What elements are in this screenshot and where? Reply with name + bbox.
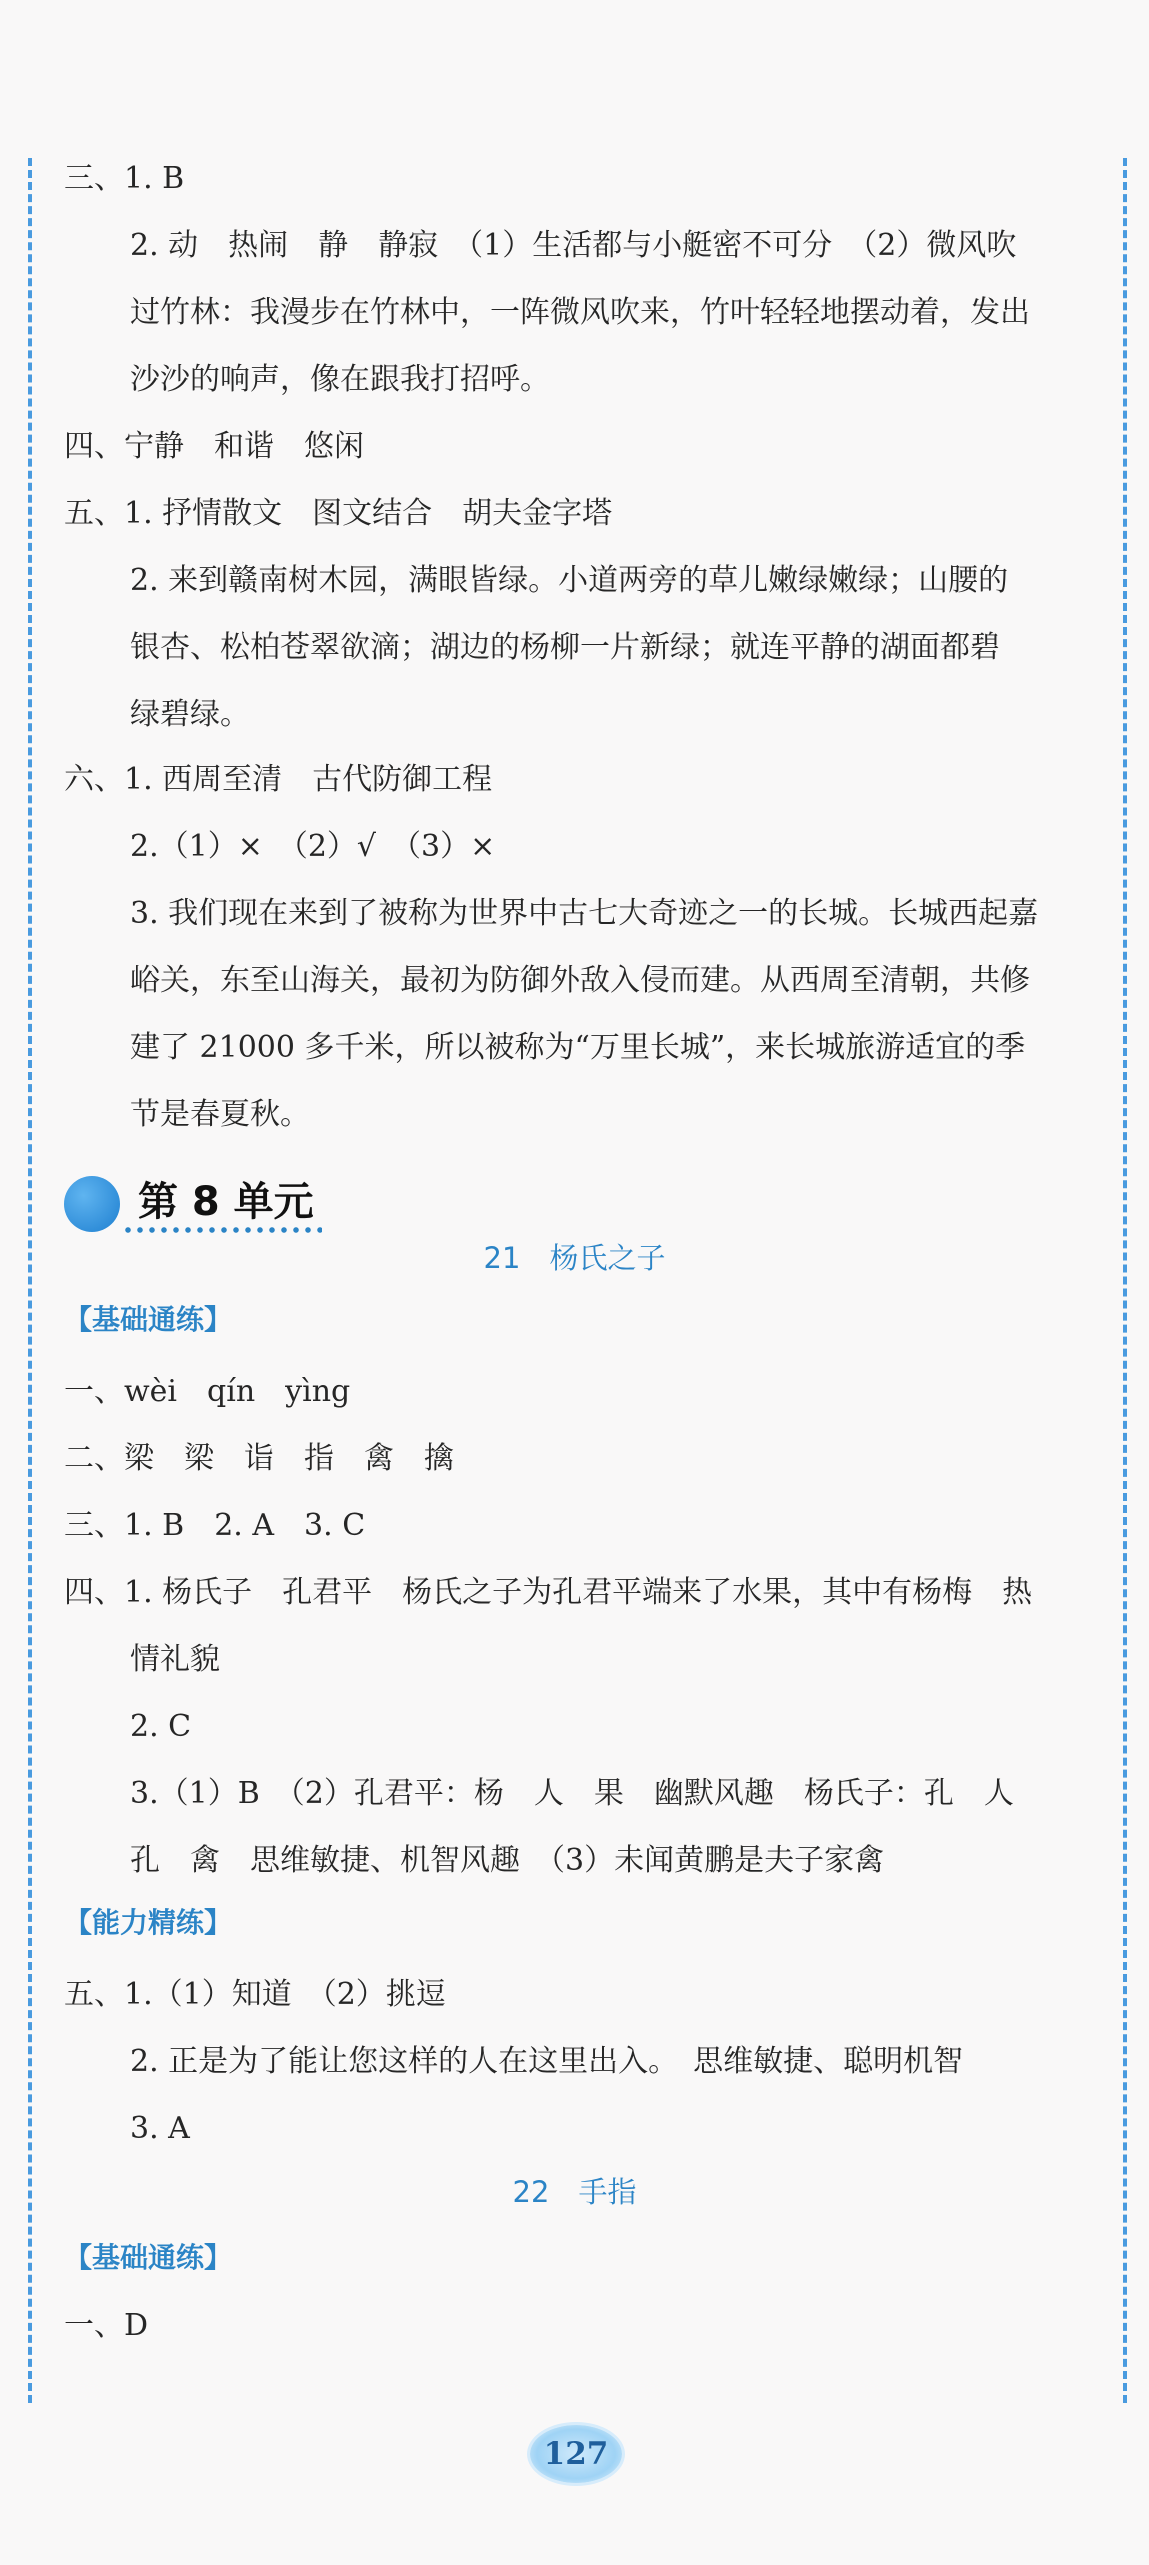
lesson-title-22: 22 手指 bbox=[512, 2175, 637, 2209]
answer-line: 3. 我们现在来到了被称为世界中古七大奇迹之一的长城。长城西起嘉 bbox=[130, 896, 1039, 931]
answer-line: 节是春夏秋。 bbox=[130, 1097, 310, 1132]
unit-title: 第 8 单元 bbox=[138, 1179, 314, 1225]
answer-line: 一、D bbox=[64, 2308, 149, 2343]
answer-line: 二、梁 梁 诣 指 禽 擒 bbox=[64, 1441, 454, 1476]
unit-circle-icon bbox=[64, 1176, 120, 1232]
answer-line: 孔 禽 思维敏捷、机智风趣 （3）未闻黄鹏是夫子家禽 bbox=[130, 1843, 885, 1878]
answer-line: 五、1.（1）知道 （2）挑逗 bbox=[64, 1977, 446, 2012]
answer-line: 3. A bbox=[130, 2111, 190, 2146]
answer-line: 四、宁静 和谐 悠闲 bbox=[64, 429, 364, 464]
answer-line: 2. 正是为了能让您这样的人在这里出入。 思维敏捷、聪明机智 bbox=[130, 2044, 964, 2079]
page-number: 127 bbox=[530, 2425, 622, 2483]
answer-line: 过竹林：我漫步在竹林中，一阵微风吹来，竹叶轻轻地摆动着，发出 bbox=[130, 295, 1030, 330]
answer-line: 三、1. B bbox=[64, 161, 185, 196]
answer-line: 五、1. 抒情散文 图文结合 胡夫金字塔 bbox=[64, 496, 613, 531]
answer-line: 六、1. 西周至清 古代防御工程 bbox=[64, 762, 493, 797]
unit-dots-decoration bbox=[122, 1226, 322, 1234]
section-heading-ability: 【能力精练】 bbox=[64, 1906, 233, 1939]
answer-line: 建了 21000 多千米，所以被称为“万里长城”，来长城旅游适宜的季 bbox=[130, 1030, 1026, 1065]
answer-line: 情礼貌 bbox=[130, 1642, 220, 1677]
answer-line: 绿碧绿。 bbox=[130, 697, 250, 732]
answer-line: 一、wèi qín yìng bbox=[64, 1374, 351, 1409]
answer-line: 2.（1）× （2）√ （3）× bbox=[130, 829, 496, 864]
section-heading-basic: 【基础通练】 bbox=[64, 1303, 233, 1336]
page-border-right bbox=[1123, 158, 1127, 2403]
answer-line: 2. C bbox=[130, 1709, 192, 1744]
answer-line: 银杏、松柏苍翠欲滴；湖边的杨柳一片新绿；就连平静的湖面都碧 bbox=[130, 630, 1000, 665]
unit-header bbox=[64, 1170, 364, 1240]
answer-line: 沙沙的响声，像在跟我打招呼。 bbox=[130, 362, 550, 397]
answer-line: 2. 动 热闹 静 静寂 （1）生活都与小艇密不可分 （2）微风吹 bbox=[130, 228, 1017, 263]
answer-line: 3.（1）B （2）孔君平：杨 人 果 幽默风趣 杨氏子：孔 人 bbox=[130, 1776, 1014, 1811]
answer-line: 四、1. 杨氏子 孔君平 杨氏之子为孔君平端来了水果，其中有杨梅 热 bbox=[64, 1575, 1033, 1610]
lesson-title-21: 21 杨氏之子 bbox=[483, 1241, 666, 1275]
section-heading-basic: 【基础通练】 bbox=[64, 2241, 233, 2274]
answer-line: 2. 来到赣南树木园，满眼皆绿。小道两旁的草儿嫩绿嫩绿；山腰的 bbox=[130, 563, 1009, 598]
page-border-left bbox=[28, 158, 32, 2403]
answer-line: 峪关，东至山海关，最初为防御外敌入侵而建。从西周至清朝，共修 bbox=[130, 963, 1030, 998]
answer-line: 三、1. B 2. A 3. C bbox=[64, 1508, 366, 1543]
